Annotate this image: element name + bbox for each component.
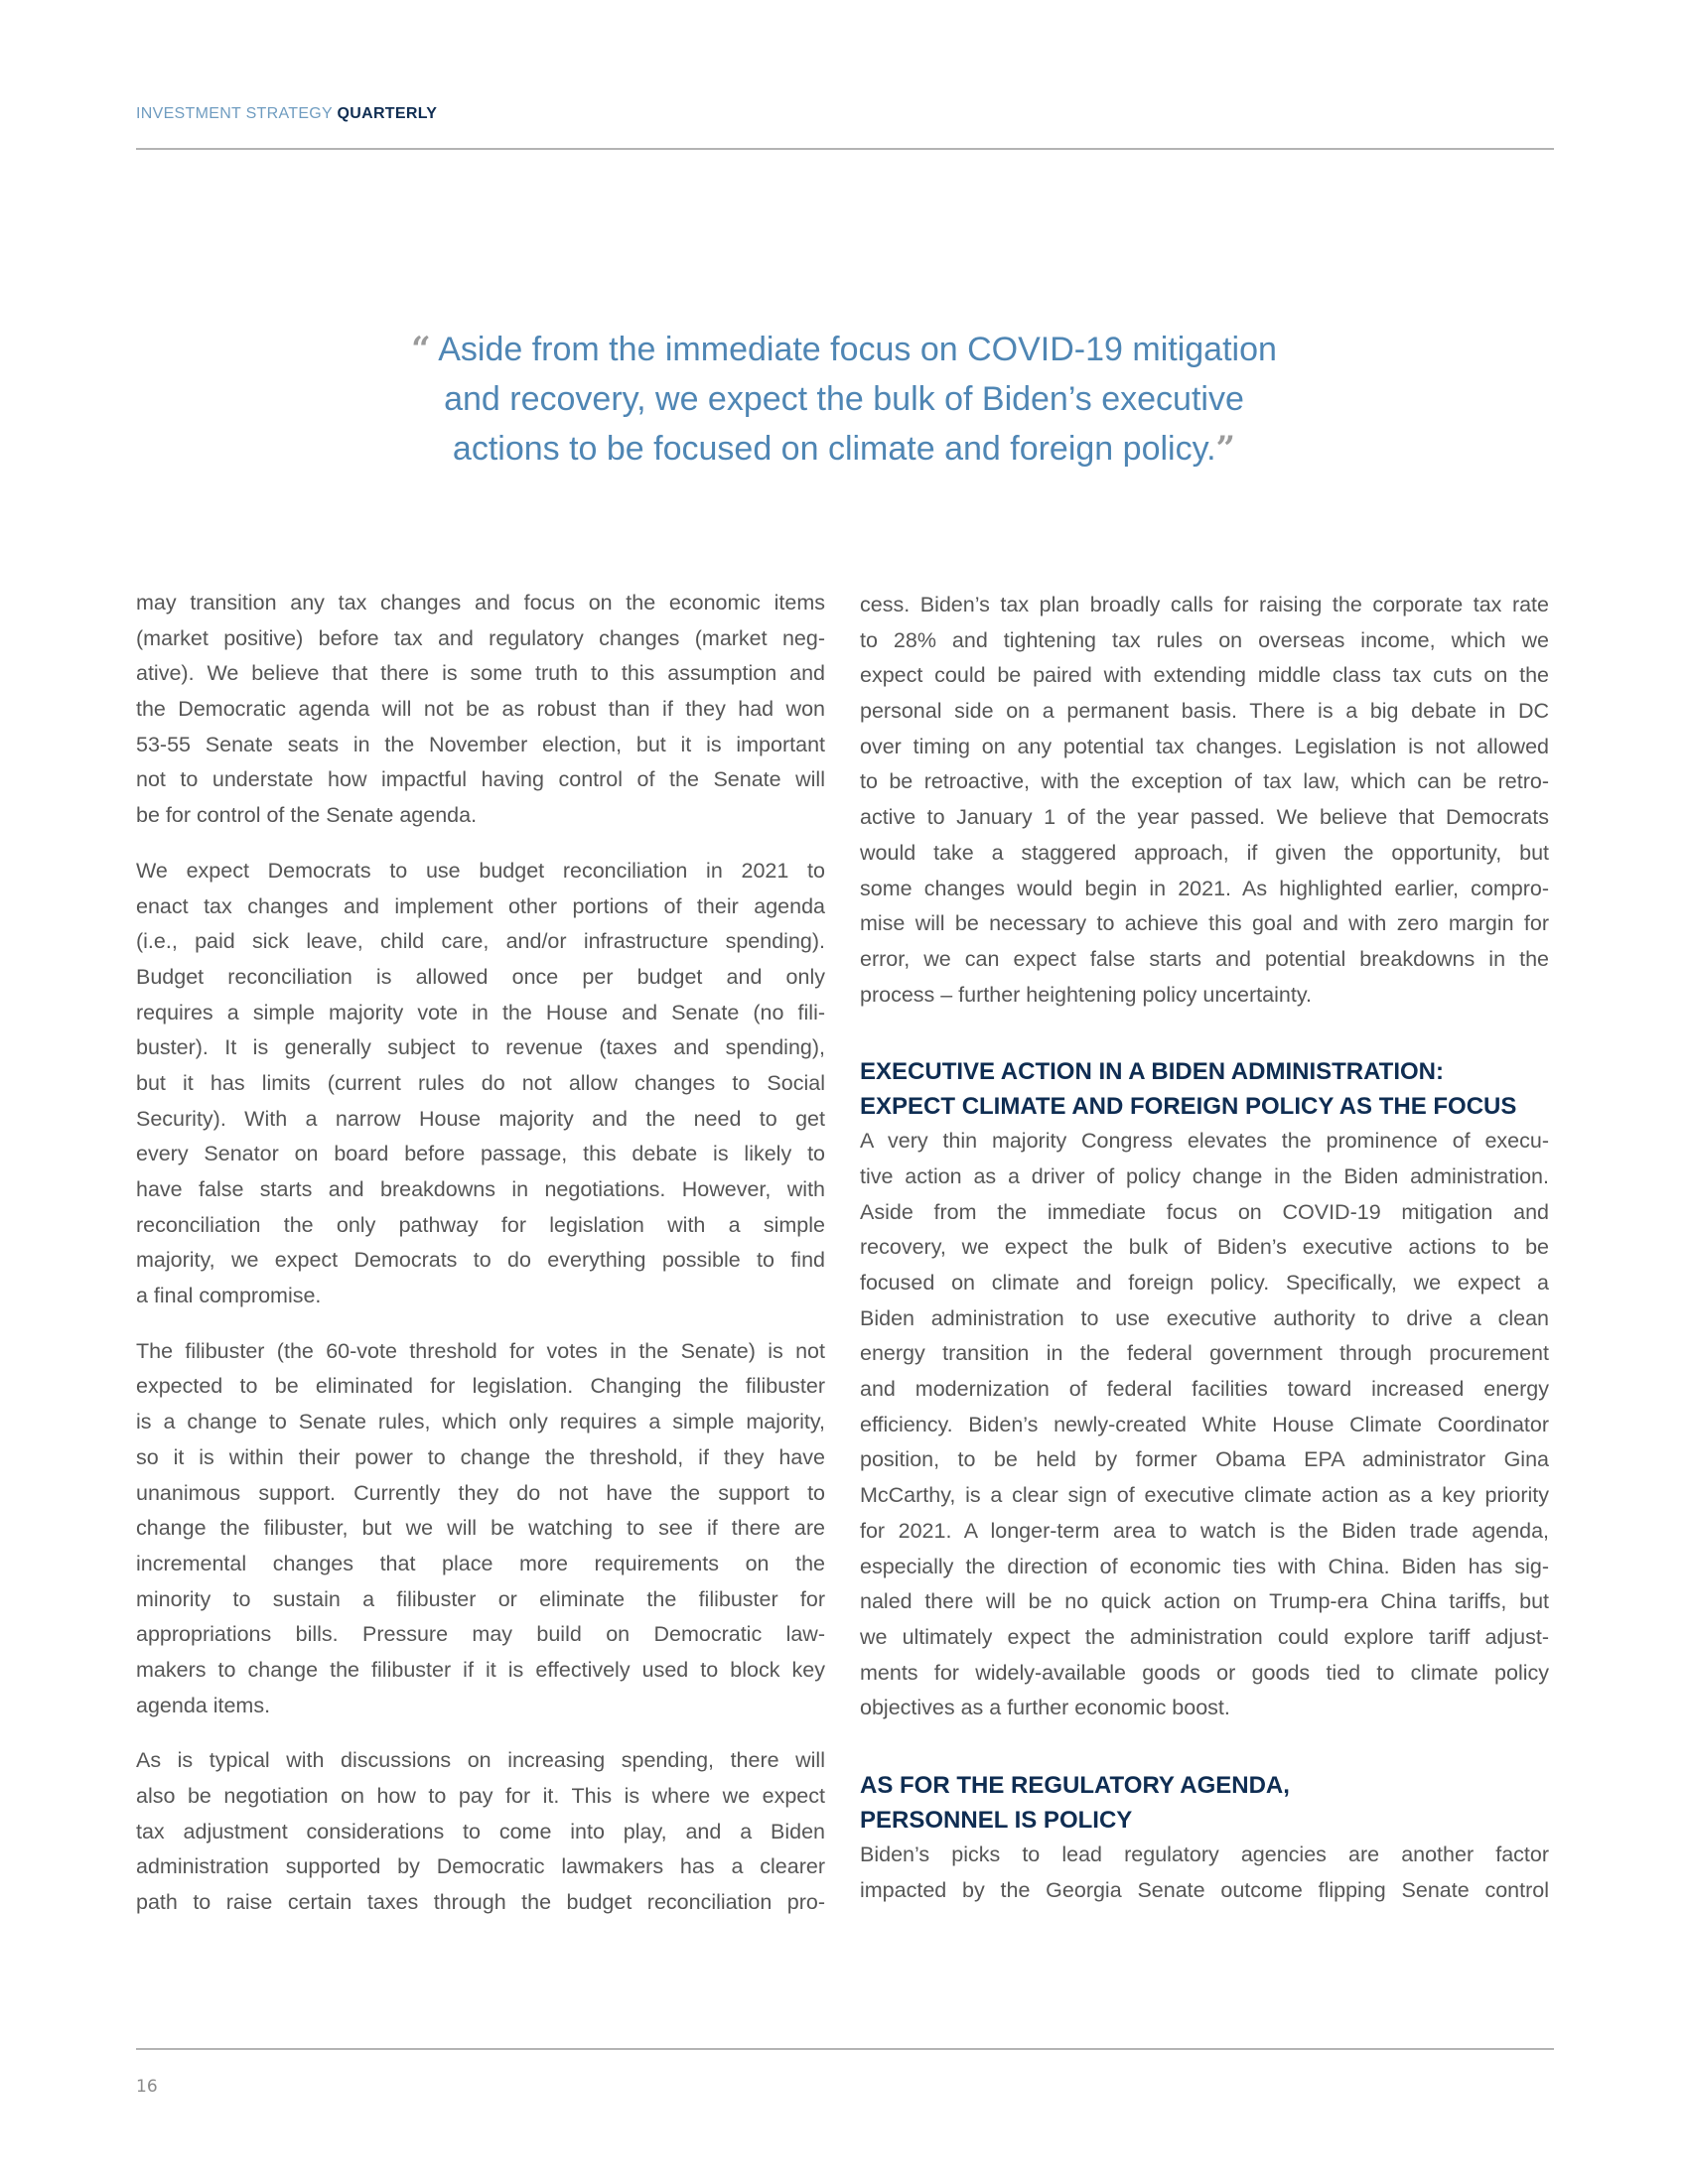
body-paragraph	[136, 1334, 825, 1724]
section-heading-line: AS FOR THE REGULATORY AGENDA,	[860, 1771, 1290, 1799]
text-line: but it has limits (current rules do not allow changes to Social	[136, 1070, 825, 1095]
text-line: (market positive) before tax and regulatory changes (market neg-	[136, 625, 825, 650]
header-rule	[136, 148, 1554, 150]
text-line: buster). It is generally subject to revenue (taxes and spending),	[136, 1035, 825, 1060]
text-line: The filibuster (the 60-vote threshold for votes in the Senate) is not	[136, 1338, 825, 1363]
text-line: impacted by the Georgia Senate outcome flipping Senate control	[860, 1877, 1549, 1902]
section-heading-line: EXPECT CLIMATE AND FOREIGN POLICY AS THE FOCUS	[860, 1093, 1517, 1121]
text-line: As is typical with discussions on increasing spending, there will	[136, 1748, 825, 1773]
text-line: mise will be necessary to achieve this goal and with zero margin for	[860, 911, 1549, 936]
body-paragraph	[860, 588, 1549, 1013]
text-line: Biden administration to use executive authority to drive a clean	[860, 1305, 1549, 1330]
text-line: agenda items.	[136, 1693, 271, 1717]
text-line: requires a simple majority vote in the House and Senate (no fili-	[136, 1000, 825, 1024]
text-line: minority to sustain a filibuster or eliminate the filibuster for	[136, 1586, 825, 1611]
pull-quote-line	[357, 325, 1331, 374]
section-heading	[860, 1768, 1549, 1838]
left-column	[136, 586, 825, 1921]
text-line: over timing on any potential tax changes. Legislation is not allowed	[860, 734, 1549, 758]
text-line: position, to be held by former Obama EPA administrator Gina	[860, 1447, 1549, 1472]
pull-quote-text: Aside from the immediate focus on COVID-19 mitigation	[438, 331, 1277, 368]
text-line: (i.e., paid sick leave, child care, and/or infrastructure spending).	[136, 929, 825, 954]
text-line: appropriations bills. Pressure may build on Democratic law-	[136, 1622, 825, 1647]
pull-quote-line	[357, 424, 1331, 474]
text-line: process – further heightening policy uncertainty.	[860, 982, 1312, 1007]
text-line: ative). We believe that there is some truth to this assumption and	[136, 661, 825, 686]
text-line: expected to be eliminated for legislation. Changing the filibuster	[136, 1374, 825, 1399]
text-line: incremental changes that place more requirements on the	[136, 1551, 825, 1575]
text-line: A very thin majority Congress elevates the prominence of execu-	[860, 1129, 1549, 1154]
text-line: change the filibuster, but we will be watching to see if there are	[136, 1516, 825, 1541]
pull-quote-text: actions to be focused on climate and foreign policy.	[452, 430, 1216, 468]
text-line: majority, we expect Democrats to do everything possible to find	[136, 1248, 825, 1273]
section-heading-line: EXECUTIVE ACTION IN A BIDEN ADMINISTRATION:	[860, 1058, 1444, 1086]
right-column	[860, 588, 1549, 1908]
text-line: to be retroactive, with the exception of tax law, which can be retro-	[860, 769, 1549, 794]
text-line: would take a staggered approach, if given the opportunity, but	[860, 840, 1549, 865]
publication-name-light: INVESTMENT STRATEGY	[136, 105, 333, 122]
text-line: objectives as a further economic boost.	[860, 1696, 1230, 1720]
text-line: efficiency. Biden’s newly-created White House Climate Coordinator	[860, 1412, 1549, 1436]
running-header	[136, 105, 437, 123]
text-line: makers to change the filibuster if it is effectively used to block key	[136, 1657, 825, 1682]
text-line: to 28% and tightening tax rules on overseas income, which we	[860, 627, 1549, 652]
text-line: Aside from the immediate focus on COVID-19 mitigation and	[860, 1199, 1549, 1224]
text-line: for 2021. A longer-term area to watch is the Biden trade agenda,	[860, 1518, 1549, 1543]
text-line: path to raise certain taxes through the budget reconciliation pro-	[136, 1890, 825, 1915]
close-quote-icon: ”	[1215, 429, 1236, 469]
text-line: Security). With a narrow House majority and the need to get	[136, 1106, 825, 1131]
text-line: a final compromise.	[136, 1284, 322, 1308]
spacer	[136, 1723, 825, 1743]
text-line: naled there will be no quick action on Trump-era China tariffs, but	[860, 1589, 1549, 1614]
spacer	[136, 834, 825, 854]
text-line: be for control of the Senate agenda.	[136, 803, 478, 828]
text-line: may transition any tax changes and focus on the economic items	[136, 591, 825, 614]
text-line: recovery, we expect the bulk of Biden’s executive actions to be	[860, 1235, 1549, 1260]
body-paragraph	[136, 854, 825, 1314]
text-line: personal side on a permanent basis. There is a big debate in DC	[860, 699, 1549, 724]
text-line: Biden’s picks to lead regulatory agencies are another factor	[860, 1842, 1549, 1866]
text-line: cess. Biden’s tax plan broadly calls for raising the corporate tax rate	[860, 593, 1549, 616]
page-number: 16	[136, 2077, 158, 2097]
text-line: is a change to Senate rules, which only requires a simple majority,	[136, 1410, 825, 1434]
text-line: also be negotiation on how to pay for it. This is where we expect	[136, 1784, 825, 1808]
text-line: some changes would begin in 2021. As highlighted earlier, compro-	[860, 876, 1549, 900]
text-line: the Democratic agenda will not be as robust than if they had won	[136, 697, 825, 722]
publication-name-bold: QUARTERLY	[337, 105, 438, 122]
section-heading	[860, 1054, 1549, 1124]
pull-quote-text: and recovery, we expect the bulk of Biden’s executive	[444, 380, 1244, 418]
text-line: have false starts and breakdowns in negotiations. However, with	[136, 1177, 825, 1201]
text-line: focused on climate and foreign policy. Specifically, we expect a	[860, 1271, 1549, 1295]
text-line: unanimous support. Currently they do not have the support to	[136, 1480, 825, 1505]
footer-rule	[136, 2048, 1554, 2050]
text-line: McCarthy, is a clear sign of executive climate action as a key priority	[860, 1483, 1549, 1508]
text-line: enact tax changes and implement other portions of their agenda	[136, 893, 825, 918]
spacer	[860, 1726, 1549, 1768]
text-line: ments for widely-available goods or goods tied to climate policy	[860, 1660, 1549, 1685]
text-line: expect could be paired with extending middle class tax cuts on the	[860, 663, 1549, 688]
body-paragraph	[860, 1838, 1549, 1908]
text-line: tive action as a driver of policy change in the Biden administration.	[860, 1163, 1549, 1188]
pull-quote	[357, 325, 1331, 474]
text-line: Budget reconciliation is allowed once per budget and only	[136, 964, 825, 989]
text-line: so it is within their power to change the threshold, if they have	[136, 1444, 825, 1469]
section-heading-line: PERSONNEL IS POLICY	[860, 1806, 1133, 1834]
text-line: and modernization of federal facilities toward increased energy	[860, 1377, 1549, 1402]
text-line: 53-55 Senate seats in the November election, but it is important	[136, 732, 825, 756]
text-line: reconciliation the only pathway for legislation with a simple	[136, 1212, 825, 1237]
spacer	[860, 1013, 1549, 1054]
open-quote-icon: “	[411, 330, 431, 369]
body-paragraph	[136, 586, 825, 834]
text-line: error, we can expect false starts and potential breakdowns in the	[860, 946, 1549, 971]
text-line: we ultimately expect the administration could explore tariff adjust-	[860, 1624, 1549, 1649]
text-line: administration supported by Democratic lawmakers has a clearer	[136, 1854, 825, 1879]
text-line: active to January 1 of the year passed. We believe that Democrats	[860, 805, 1549, 830]
spacer	[136, 1314, 825, 1334]
body-paragraph	[136, 1743, 825, 1920]
text-line: not to understate how impactful having control of the Senate will	[136, 767, 825, 792]
body-paragraph	[860, 1124, 1549, 1726]
text-line: energy transition in the federal government through procurement	[860, 1341, 1549, 1366]
text-line: We expect Democrats to use budget reconciliation in 2021 to	[136, 858, 825, 883]
pull-quote-line	[357, 374, 1331, 424]
text-line: tax adjustment considerations to come into play, and a Biden	[136, 1819, 825, 1843]
text-line: especially the direction of economic ties with China. Biden has sig-	[860, 1554, 1549, 1578]
text-line: every Senator on board before passage, this debate is likely to	[136, 1142, 825, 1166]
